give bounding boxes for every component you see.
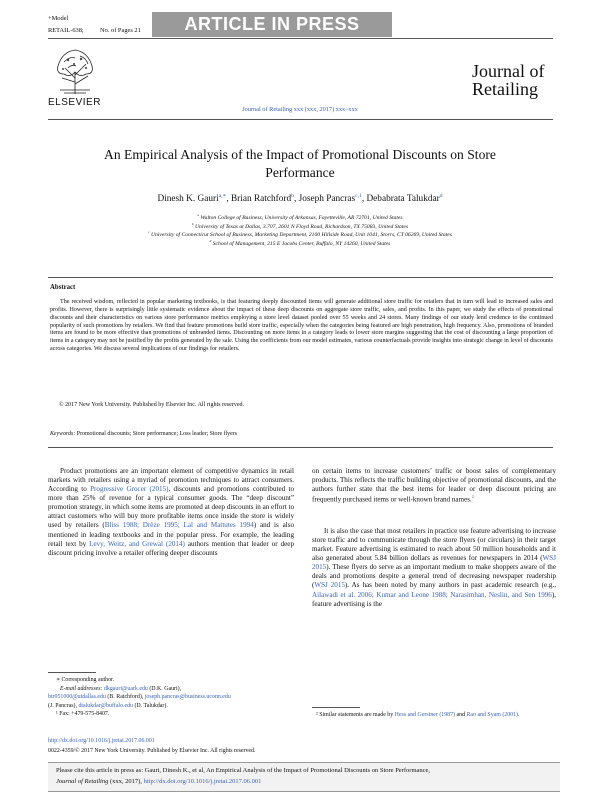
cite-bliss-dreze-lal[interactable]: Bliss 1988; Drèze 1995; Lal and Mattutes 1994 xyxy=(104,521,254,530)
doi-link[interactable]: http://dx.doi.org/10.1016/j.jretai.2017.06.001 xyxy=(48,738,155,744)
publisher-name: ELSEVIER xyxy=(48,97,101,108)
citation-line-1: Please cite this article in press as: Gauri, Dinesh K., et al, An Empirical Analysis of the Impact of Promotional Discounts on Store Performance, xyxy=(56,767,431,774)
author-4: Debabrata Talukdar$^d$ xyxy=(366,193,443,205)
author-list: Dinesh K. Gauri$^{a,∗}$, Brian Ratchford$^b$, Joseph Pancras$^{c,1}$, Debabrata Talukdar$^d$ xyxy=(157,193,443,205)
affiliation-b: $^b$ University of Texas at Dallas, 3.707, 2601 N Floyd Road, Richardson, TX 75083, United States xyxy=(191,221,409,230)
cite-progressive-grocer[interactable]: Progressive Grocer (2015) xyxy=(90,485,169,494)
email-line-2: btr051000@utdallas.edu (B. Ratchford), joseph.pancras@business.uconn.edu xyxy=(48,694,231,701)
body-left-paragraph: Product promotions are an important element of competitive dynamics in retail markets with retailers using a myriad of promotion techniques to attract consumers. According to Progressive Grocer (2015), discounts and promotions contributed to more than 25% of revenue for a typical consumer goods. The “deep discount” promotion strategy, in which some items are promoted at deep discounts in an effort to attract customers who will buy more profitable items once inside the store is widely used by retailers (Bliss 1988; Drèze 1995; Lal and Mattutes 1994) and is also mentioned in leading textbooks and in the popular press. For example, the leading retail text by Levy, Weitz, and Grewal (2014) authors mention that leader or deep discount pricing involve a retailer offering deeper discounts xyxy=(48,467,295,557)
rights-line: 0022-4359/© 2017 New York University. Published by Elsevier Inc. All rights reserved. xyxy=(48,748,256,754)
email-addresses: E-mail addresses: dkgauri@uark.edu (D.K. Gauri), xyxy=(60,685,182,692)
email-talukdar[interactable]: dtalukdar@buffalo.edu xyxy=(78,702,133,709)
cite-levy-weitz-grewal[interactable]: Levy, Weitz, and Grewal (2014) xyxy=(89,539,185,548)
body-right-paragraph-2: It is also the case that most retailers in practice use feature advertising to increase store traffic and to communicate through the store flyers (or circulars) in their target market. Feature advertising is estimated to reach about 50 million households and it also generated about 5.84 billion dollars as revenues for newspapers in 2014 (WSJ 2015). These flyers do serve as an important medium to make shoppers aware of the deals and promotions despite a general trend of decreasing newspaper readership (WSJ 2015). As has been noted by many authors in past academic research (e.g., Ailawadi et al. 2006; Kumar and Leone 1988; Narasimhan, Neslin, and Sen 1996), feature advertising is the xyxy=(312,527,556,608)
citation-doi-link[interactable]: http://dx.doi.org/10.1016/j.jretai.2017.06.001 xyxy=(143,778,262,785)
affiliation-d: $^d$ School of Management, 215 E Jacobs Center, Buffalo, NY 14260, United States xyxy=(209,239,391,247)
citation-line-2: Journal of Retailing (xxx, 2017), http://dx.doi.org/10.1016/j.jretai.2017.06.001 xyxy=(56,778,262,785)
email-gauri[interactable]: dkgauri@uark.edu xyxy=(103,685,148,692)
keywords xyxy=(50,431,237,437)
cite-rao-syam[interactable]: Rao and Syam (2001) xyxy=(466,712,519,718)
article-ref: RETAIL-638; xyxy=(48,27,84,34)
article-in-press-banner: ARTICLE IN PRESS xyxy=(152,12,392,37)
footnote-2: ² Similar statements are made by Hess and Gerstner (1987) and Rao and Syam (2001). xyxy=(316,712,520,718)
keywords-text: Promotional discounts; Store performance; Loss leader; Store flyers xyxy=(76,431,237,437)
abstract-copyright: © 2017 New York University. Published by Elsevier Inc. All rights reserved. xyxy=(59,402,245,408)
author-2: Brian Ratchford$^b$ xyxy=(230,193,294,205)
cite-hess-gerstner[interactable]: Hess and Gerstner (1987) xyxy=(394,712,456,718)
abstract-text: The received wisdom, reflected in popular marketing textbooks, is that featuring deeply discounted items will generate additional store traffic for retailers that in turn will lead to increased sales and profits. However, there is surprisingly little systematic evidence about the impact of these deep discounts on aggregate store traffic, sales, and profits. In this paper, we study the effects of promotional discounts and their characteristics on various store performance metrics employing a store level dataset pooled over 55 weeks and 24 stores. Many findings of our study lend credence to the continued popularity of such promotions by retailers. We find that feature promotions build store traffic, especially when the categories being featured are high penetration, high frequency. Also, promotions of branded items are found to be more effective than promotions of unbranded items. Discounting on more items in a category leads to lower store margins suggesting that the cost of discounting a large proportion of items in a category may not be justified by the profits generated by the sale. Using the coefficients from our model estimates, various counterfactuals provide insights into strategic change in level of discounts across categories. We discuss several implications of our findings for retailers. xyxy=(50,299,553,353)
model-label: +Model xyxy=(48,15,69,22)
journal-logo-line2: Retailing xyxy=(472,79,538,99)
affiliations xyxy=(40,213,560,248)
affiliation-c: $^c$ University of Connecticut School of Business, Marketing Department, 2100 Hillside Road, Unit 1041, Storrs, CT 06269, United States xyxy=(148,230,452,239)
journal-citation-line[interactable]: Journal of Retailing xxx (xxx, 2017) xxx–xxx xyxy=(242,106,358,113)
email-line-3: (J. Pancras), dtalukdar@buffalo.edu (D. Talukdar). xyxy=(48,702,168,709)
journal-logo xyxy=(472,62,544,98)
citation-box xyxy=(48,762,560,792)
email-ratchford[interactable]: btr051000@utdallas.edu xyxy=(48,694,106,701)
email-pancras[interactable]: joseph.pancras@business.uconn.edu xyxy=(144,694,231,701)
author-3: Joseph Pancras$^{c,1}$ xyxy=(298,193,362,205)
page-count: No. of Pages 21 xyxy=(100,27,141,34)
cite-wsj-2015[interactable]: WSJ 2015 xyxy=(312,554,556,572)
cite-ailawadi-kumar-narasimhan[interactable]: Ailawadi et al. 2006; Kumar and Leone 1988; Narasimhan, Neslin, and Sen 1996 xyxy=(312,590,552,599)
footnotes-left xyxy=(48,676,298,719)
author-1: Dinesh K. Gauri$^{a,∗}$ xyxy=(157,193,227,205)
corresponding-author: ∗ Corresponding author. xyxy=(56,677,115,683)
title-line2: Performance xyxy=(265,164,335,180)
affiliation-a: $^a$ Walton College of Business, University of Arkansas, Fayetteville, AR 72701, United States xyxy=(197,213,403,221)
title-line1: An Empirical Analysis of the Impact of Promotional Discounts on Store xyxy=(104,147,496,162)
journal-logo-line1: Journal of xyxy=(472,61,545,81)
body-right-paragraph-1: on certain items to increase customers’ traffic or boost sales of complementary products. This reflects the traffic building objective of promotional discounts, and the authors further state that the best items for leader or deep discount pricing are frequently purchased items or well-known brand names.$^2$ xyxy=(312,467,556,504)
cite-wsj-2015-b[interactable]: WSJ 2015 xyxy=(314,581,345,590)
abstract-heading: Abstract xyxy=(50,284,76,291)
paper-title xyxy=(40,146,560,182)
footnote-2-mark[interactable]: 2 xyxy=(471,494,474,500)
elsevier-tree-logo xyxy=(50,44,100,96)
fax-note: ¹ Fax: +479-575-8407. xyxy=(56,711,110,718)
keywords-label: Keywords: xyxy=(50,431,76,437)
